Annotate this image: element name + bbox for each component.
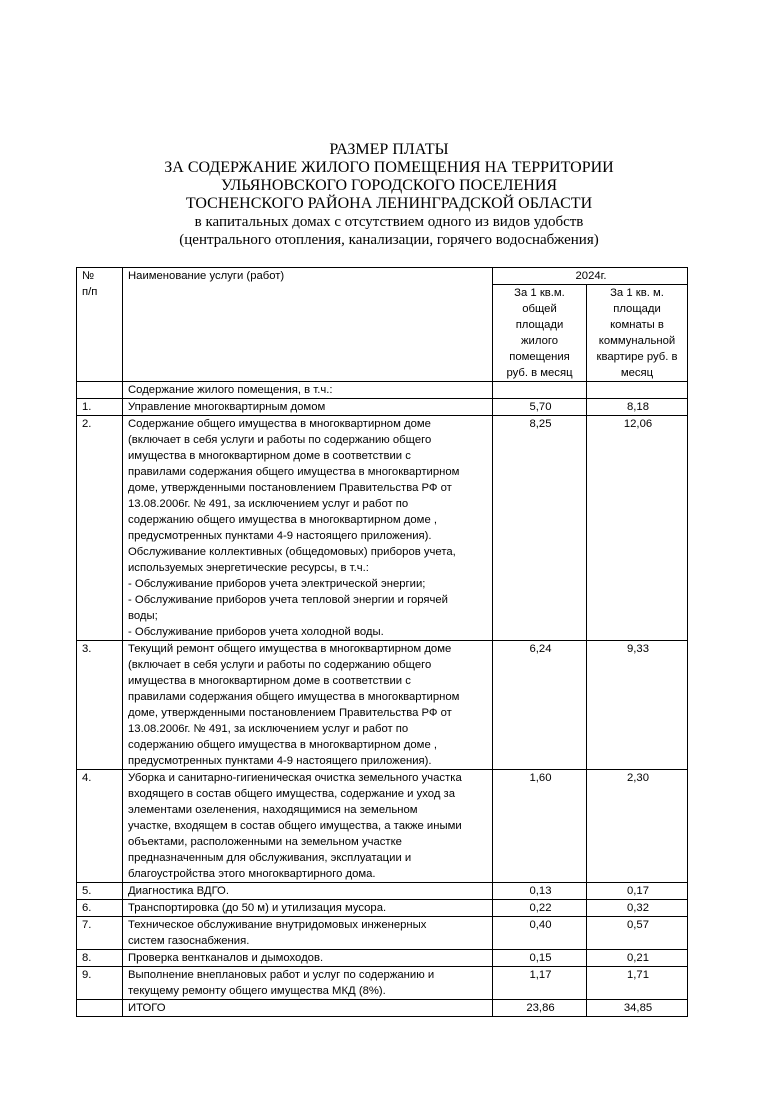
service-name-line: Управление многоквартирным домом (128, 401, 326, 413)
row-number: 8. (77, 950, 123, 967)
header-text: жилого (520, 335, 559, 347)
service-name-line: содержанию общего имущества в многоквартирном доме , (128, 739, 437, 751)
service-name-line: предусмотренных пунктами 4-9 настоящего приложения). (128, 755, 432, 767)
header-text: площади (515, 319, 564, 331)
header-text: квартире руб. в (596, 351, 678, 363)
rate-per-sqm-communal: 9,33 (587, 641, 688, 770)
service-name (123, 967, 493, 1000)
service-name (123, 399, 493, 416)
rate-per-sqm-living: 5,70 (493, 399, 587, 416)
rate-per-sqm-communal: 12,06 (587, 416, 688, 641)
rate-per-sqm-living: 0,22 (493, 900, 587, 917)
col-b-header (587, 285, 688, 382)
rate-per-sqm-communal: 0,17 (587, 883, 688, 900)
header-text: руб. в месяц (506, 367, 573, 379)
col-num-header (77, 268, 123, 382)
service-name (123, 900, 493, 917)
table-row (77, 917, 688, 950)
service-name-line: правилами содержания общего имущества в многоквартирном (128, 466, 460, 478)
service-name-line: (включает в себя услуги и работы по содержанию общего (128, 434, 432, 446)
rate-per-sqm-communal: 2,30 (587, 770, 688, 883)
rate-per-sqm-communal: 8,18 (587, 399, 688, 416)
rate-per-sqm-living: 1,17 (493, 967, 587, 1000)
row-number: 7. (77, 917, 123, 950)
header-row (77, 268, 688, 285)
total-label: ИТОГО (123, 1000, 493, 1017)
service-name-line: Уборка и санитарно-гигиеническая очистка земельного участка (128, 772, 462, 784)
service-name-line: текущему ремонту общего имущества МКД (8%). (128, 985, 386, 997)
title-line: ТОСНЕНСКОГО РАЙОНА ЛЕНИНГРАДСКОЙ ОБЛАСТИ (185, 195, 593, 212)
table-row (77, 883, 688, 900)
service-name-line: содержанию общего имущества в многоквартирном доме , (128, 514, 437, 526)
header-text: п/п (82, 286, 98, 298)
service-name-line: доме, утвержденными постановлением Правительства РФ от (128, 482, 452, 494)
service-name-line: - Обслуживание приборов учета электрической энергии; (128, 578, 426, 590)
header-text: помещения (509, 351, 570, 363)
service-name-line: Текущий ремонт общего имущества в многоквартирном доме (128, 643, 452, 655)
service-name-line: Обслуживание коллективных (общедомовых) приборов учета, (128, 546, 456, 558)
service-name-line: элементами озеленения, находящимися на земельном (128, 804, 418, 816)
fee-table (76, 267, 688, 1017)
service-name-line: предусмотренных пунктами 4-9 настоящего приложения). (128, 530, 432, 542)
service-name-line: Транспортировка (до 50 м) и утилизация мусора. (128, 902, 387, 914)
service-name-line: - Обслуживание приборов учета холодной воды. (128, 626, 384, 638)
service-name-line: объектами, расположенными на земельном участке (128, 836, 402, 848)
service-name (123, 883, 493, 900)
row-number: 5. (77, 883, 123, 900)
header-text: комнаты в (610, 319, 664, 331)
service-name-line: входящего в состав общего имущества, содержание и уход за (128, 788, 456, 800)
table-row (77, 399, 688, 416)
title-line: РАЗМЕР ПЛАТЫ (329, 141, 449, 158)
service-name-line: имущества в многоквартирном доме в соответствии с (128, 675, 411, 687)
total-rate-living: 23,86 (493, 1000, 587, 1017)
title-line: УЛЬЯНОВСКОГО ГОРОДСКОГО ПОСЕЛЕНИЯ (220, 177, 558, 194)
service-name-line: - Обслуживание приборов учета тепловой энергии и горячей (128, 594, 448, 606)
service-name (123, 416, 493, 641)
row-number: 3. (77, 641, 123, 770)
rate-per-sqm-living: 0,15 (493, 950, 587, 967)
service-name (123, 770, 493, 883)
rate-per-sqm-living: 6,24 (493, 641, 587, 770)
service-name-line: Выполнение внеплановых работ и услуг по содержанию и (128, 969, 435, 981)
subtitle-line: (центрального отопления, канализации, горячего водоснабжения) (179, 232, 599, 248)
total-row (77, 1000, 688, 1017)
col-year-header: 2024г. (493, 268, 688, 285)
header-text: месяц (620, 367, 654, 379)
service-name-line: Содержание общего имущества в многоквартирном доме (128, 418, 431, 430)
subtitle-line: в капитальных домах с отсутствием одного из видов удобств (194, 214, 584, 230)
service-name-line: Проверка вентканалов и дымоходов. (128, 952, 324, 964)
row-number: 2. (77, 416, 123, 641)
col-a-header (493, 285, 587, 382)
service-name (123, 950, 493, 967)
service-name-line: имущества в многоквартирном доме в соответствии с (128, 450, 411, 462)
section-row (77, 382, 688, 399)
row-number: 9. (77, 967, 123, 1000)
row-number: 6. (77, 900, 123, 917)
service-name-line: используемых энергетические ресурсы, в т.ч.: (128, 562, 369, 574)
title-line: ЗА СОДЕРЖАНИЕ ЖИЛОГО ПОМЕЩЕНИЯ НА ТЕРРИТОРИИ (164, 159, 614, 176)
rate-per-sqm-communal: 1,71 (587, 967, 688, 1000)
section-a-cell (493, 382, 587, 399)
service-name-line: Техническое обслуживание внутридомовых инженерных (128, 919, 427, 931)
rate-per-sqm-living: 0,13 (493, 883, 587, 900)
service-name-line: правилами содержания общего имущества в многоквартирном (128, 691, 460, 703)
table-row (77, 900, 688, 917)
table-row (77, 967, 688, 1000)
service-name-line: доме, утвержденными постановлением Правительства РФ от (128, 707, 452, 719)
rate-per-sqm-communal: 0,21 (587, 950, 688, 967)
header-text: коммунальной (598, 335, 676, 347)
rate-per-sqm-living: 1,60 (493, 770, 587, 883)
total-rate-communal: 34,85 (587, 1000, 688, 1017)
service-name-line: участке, входящем в состав общего имущества, а также иными (128, 820, 462, 832)
service-name-line: Диагностика ВДГО. (128, 885, 229, 897)
service-name-line: систем газоснабжения. (128, 935, 250, 947)
col-name-header: Наименование услуги (работ) (123, 268, 493, 382)
table-row (77, 950, 688, 967)
row-number: 4. (77, 770, 123, 883)
service-name-line: 13.08.2006г. № 491, за исключением услуг и работ по (128, 498, 409, 510)
service-name-line: благоустройства этого многоквартирного дома. (128, 868, 376, 880)
header-text: площади (613, 303, 661, 315)
section-label: Содержание жилого помещения, в т.ч.: (123, 382, 493, 399)
table-row (77, 641, 688, 770)
service-name-line: 13.08.2006г. № 491, за исключением услуг и работ по (128, 723, 409, 735)
service-name-line: (включает в себя услуги и работы по содержанию общего (128, 659, 432, 671)
service-name-line: воды; (128, 610, 158, 622)
table-row (77, 770, 688, 883)
header-text: № (82, 270, 95, 282)
section-b-cell (587, 382, 688, 399)
total-num-cell (77, 1000, 123, 1017)
row-number: 1. (77, 399, 123, 416)
document-heading (0, 141, 778, 249)
header-text: общей (522, 303, 557, 315)
header-text: За 1 кв. м. (610, 287, 664, 299)
rate-per-sqm-communal: 0,32 (587, 900, 688, 917)
header-text: За 1 кв.м. (514, 287, 565, 299)
section-num-cell (77, 382, 123, 399)
service-name-line: предназначенным для обслуживания, эксплуатации и (128, 852, 412, 864)
service-name (123, 641, 493, 770)
table-row (77, 416, 688, 641)
rate-per-sqm-communal: 0,57 (587, 917, 688, 950)
rate-per-sqm-living: 8,25 (493, 416, 587, 641)
service-name (123, 917, 493, 950)
rate-per-sqm-living: 0,40 (493, 917, 587, 950)
